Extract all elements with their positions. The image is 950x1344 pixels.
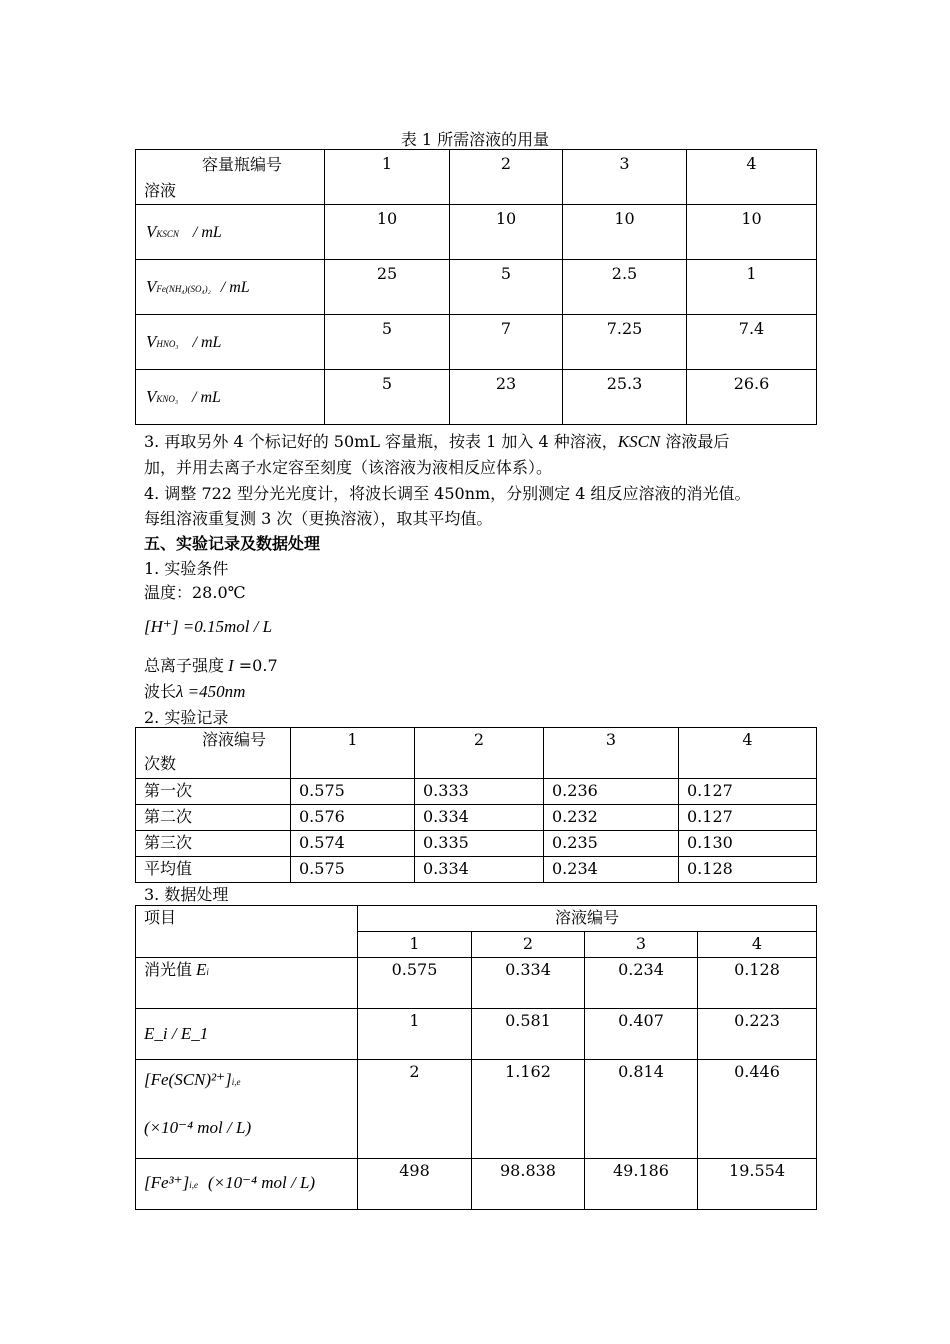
table3-cell: 2 bbox=[358, 1060, 472, 1159]
table2-col-1: 1 bbox=[291, 728, 415, 779]
table2-cell: 0.333 bbox=[415, 779, 544, 805]
h-plus-concentration: [H⁺] =0.15mol / L bbox=[144, 617, 273, 636]
table2-row bbox=[136, 857, 817, 883]
sub3-heading: 3. 数据处理 bbox=[144, 885, 229, 904]
table3-col-4: 4 bbox=[698, 932, 817, 958]
table3-row-fe3 bbox=[136, 1159, 817, 1210]
table1-header-bottom: 溶液 bbox=[144, 181, 177, 200]
table2-cell: 0.334 bbox=[415, 857, 544, 883]
temperature: 温度：28.0℃ bbox=[144, 583, 246, 602]
table3-cell: 0.128 bbox=[698, 958, 817, 1009]
table3-label-extinction: 消光值 Ei bbox=[136, 958, 358, 1009]
step4-line1: 4. 调整 722 型分光光度计，将波长调至 450nm，分别测定 4 组反应溶液的消光值。 bbox=[144, 484, 751, 503]
table2-cell: 0.127 bbox=[679, 805, 817, 831]
table2-cell: 0.234 bbox=[544, 857, 679, 883]
table3-cell: 0.234 bbox=[585, 958, 698, 1009]
table1-cell: 10 bbox=[325, 205, 450, 260]
step4-line2: 每组溶液重复测 3 次（更换溶液），取其平均值。 bbox=[144, 509, 493, 528]
table1-cell: 23 bbox=[450, 370, 563, 425]
table2-cell: 0.128 bbox=[679, 857, 817, 883]
table2-cell: 0.130 bbox=[679, 831, 817, 857]
table2-records bbox=[135, 727, 817, 883]
table3-cell: 0.575 bbox=[358, 958, 472, 1009]
table1-label-kscn: VKSCN / mL bbox=[136, 205, 325, 260]
table1-row-kscn bbox=[136, 205, 817, 260]
table1-col-4: 4 bbox=[687, 150, 817, 205]
table1-cell: 10 bbox=[450, 205, 563, 260]
table1-cell: 26.6 bbox=[687, 370, 817, 425]
table2-row-label: 第二次 bbox=[136, 805, 291, 831]
table2-cell: 0.575 bbox=[291, 779, 415, 805]
table3-cell: 0.814 bbox=[585, 1060, 698, 1159]
table2-row-label: 第三次 bbox=[136, 831, 291, 857]
table1-col-3: 3 bbox=[563, 150, 687, 205]
table1-caption: 表 1 所需溶液的用量 bbox=[400, 130, 550, 149]
table2-row bbox=[136, 779, 817, 805]
table3-col-2: 2 bbox=[472, 932, 585, 958]
table1-header-top: 容量瓶编号 bbox=[202, 155, 283, 174]
table2-row bbox=[136, 805, 817, 831]
table2-row-label: 第一次 bbox=[136, 779, 291, 805]
table3-cell: 49.186 bbox=[585, 1159, 698, 1210]
table3-header-row bbox=[136, 906, 817, 932]
table2-row bbox=[136, 831, 817, 857]
table2-col-2: 2 bbox=[415, 728, 544, 779]
table2-row-label: 平均值 bbox=[136, 857, 291, 883]
table1-cell: 10 bbox=[563, 205, 687, 260]
table1-cell: 25 bbox=[325, 260, 450, 315]
table2-cell: 0.575 bbox=[291, 857, 415, 883]
table1-cell: 10 bbox=[687, 205, 817, 260]
table1-col-2: 2 bbox=[450, 150, 563, 205]
sub2-heading: 2. 实验记录 bbox=[144, 708, 229, 727]
table2-cell: 0.334 bbox=[415, 805, 544, 831]
table2-cell: 0.236 bbox=[544, 779, 679, 805]
sub1-heading: 1. 实验条件 bbox=[144, 559, 229, 578]
table3-cell: 0.334 bbox=[472, 958, 585, 1009]
table3-cell: 1 bbox=[358, 1009, 472, 1060]
table3-label-fe3: [Fe³⁺]i,e (×10⁻⁴ mol / L) bbox=[136, 1159, 358, 1210]
table1-row-fe bbox=[136, 260, 817, 315]
table1-row-hno3 bbox=[136, 315, 817, 370]
table3-row-fescn bbox=[136, 1060, 817, 1159]
table1-cell: 1 bbox=[687, 260, 817, 315]
table2-cell: 0.576 bbox=[291, 805, 415, 831]
table3-cell: 98.838 bbox=[472, 1159, 585, 1210]
table1-row-kno3 bbox=[136, 370, 817, 425]
table3-item-label: 项目 bbox=[136, 906, 358, 958]
table3-col-1: 1 bbox=[358, 932, 472, 958]
table1-cell: 7.25 bbox=[563, 315, 687, 370]
table3-cell: 0.581 bbox=[472, 1009, 585, 1060]
table3-row-extinction bbox=[136, 958, 817, 1009]
table3-col-3: 3 bbox=[585, 932, 698, 958]
table2-header-top: 溶液编号 bbox=[202, 730, 267, 749]
table2-col-4: 4 bbox=[679, 728, 817, 779]
table1-label-hno3: VHNO₃ / mL bbox=[136, 315, 325, 370]
table1-cell: 2.5 bbox=[563, 260, 687, 315]
table1-cell: 5 bbox=[450, 260, 563, 315]
table1-corner-cell bbox=[136, 150, 325, 205]
table3-cell: 19.554 bbox=[698, 1159, 817, 1210]
table3-cell: 1.162 bbox=[472, 1060, 585, 1159]
table2-corner-cell bbox=[136, 728, 291, 779]
table2-cell: 0.335 bbox=[415, 831, 544, 857]
table3-processing bbox=[135, 905, 817, 1210]
table1-label-kno3: VKNO₃ / mL bbox=[136, 370, 325, 425]
table3-group-label: 溶液编号 bbox=[358, 906, 817, 932]
table1-cell: 5 bbox=[325, 370, 450, 425]
step3-line1: 3. 再取另外 4 个标记好的 50mL 容量瓶，按表 1 加入 4 种溶液，KSCN 溶液最后 bbox=[144, 432, 730, 451]
table1-cell: 5 bbox=[325, 315, 450, 370]
table1-col-1: 1 bbox=[325, 150, 450, 205]
ionic-strength: 总离子强度 I =0.7 bbox=[144, 656, 278, 675]
table1-label-fe: VFe(NH₄)(SO₄)₂ / mL bbox=[136, 260, 325, 315]
table1-cell: 25.3 bbox=[563, 370, 687, 425]
section5-heading: 五、实验记录及数据处理 bbox=[144, 534, 321, 553]
table2-header-bottom: 次数 bbox=[144, 754, 177, 773]
table2-col-3: 3 bbox=[544, 728, 679, 779]
table2-cell: 0.574 bbox=[291, 831, 415, 857]
table2-cell: 0.127 bbox=[679, 779, 817, 805]
step3-line2: 加，并用去离子水定容至刻度（该溶液为液相反应体系）。 bbox=[144, 458, 553, 477]
table1-header-row bbox=[136, 150, 817, 205]
table1-solution-volumes bbox=[135, 149, 817, 425]
table3-cell: 498 bbox=[358, 1159, 472, 1210]
table3-label-fescn: [Fe(SCN)²⁺]i,e (×10⁻⁴ mol / L) bbox=[136, 1060, 358, 1159]
table2-cell: 0.235 bbox=[544, 831, 679, 857]
table3-row-ratio bbox=[136, 1009, 817, 1060]
table2-cell: 0.232 bbox=[544, 805, 679, 831]
table3-cell: 0.446 bbox=[698, 1060, 817, 1159]
wavelength: 波长λ =450nm bbox=[144, 682, 246, 701]
table1-cell: 7 bbox=[450, 315, 563, 370]
table2-header-row bbox=[136, 728, 817, 779]
table1-cell: 7.4 bbox=[687, 315, 817, 370]
table3-cell: 0.407 bbox=[585, 1009, 698, 1060]
table3-cell: 0.223 bbox=[698, 1009, 817, 1060]
table3-label-ratio: E_i / E_1 bbox=[136, 1009, 358, 1060]
